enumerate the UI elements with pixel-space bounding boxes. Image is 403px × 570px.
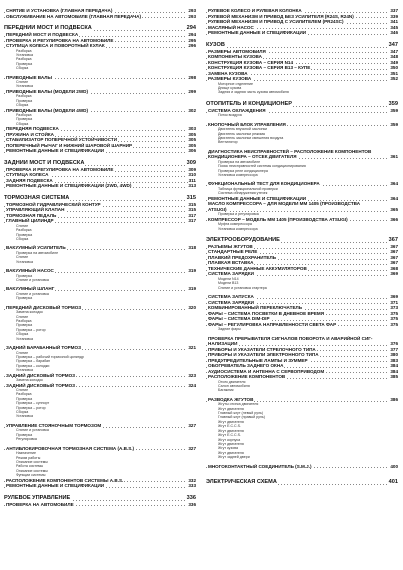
toc-page-number: 367 [390, 249, 398, 255]
toc-page-number: 294 [188, 32, 196, 37]
toc-page-number: 348 [390, 54, 398, 59]
toc-page-number: 319 [188, 286, 196, 292]
toc-entry-title: Проверка [16, 117, 33, 122]
toc-page-number: 375 [390, 310, 398, 316]
toc-subitem [4, 296, 196, 300]
toc-page-number: 366 [390, 216, 398, 222]
toc-entry-title: Разборка [16, 228, 32, 233]
toc-page-number: 303 [188, 126, 196, 132]
toc-subitem [206, 286, 398, 290]
toc-page-number: 336 [188, 501, 196, 507]
toc-entry-title: ЭЛЕКТРИЧЕСКАЯ СХЕМА [206, 479, 277, 486]
toc-entry-title: КУЗОВ [206, 41, 225, 48]
toc-page-number: 380 [390, 352, 398, 358]
toc-entry-title: Главный жгут (правый руль) [218, 415, 265, 420]
toc-page-number: 349 [390, 59, 398, 65]
toc-entry-title: ЭЛЕКТРООБОРУДОВАНИЕ [206, 236, 280, 243]
toc-entry-title: Снятие и установка [16, 428, 49, 433]
toc-page-number: 345 [390, 24, 398, 30]
toc-subitem [4, 237, 196, 241]
toc-entry-title: Проверка и регулировка [218, 212, 259, 217]
toc-entry-title: РАЗМЕРЫ АВТОМОБИЛЯ [208, 48, 266, 54]
toc-entry-title: СНЯТИЕ И УСТАНОВКА (ГЛАВНАЯ ПЕРЕДАЧА) [6, 8, 113, 13]
toc-entry-title: Проверка [16, 296, 33, 301]
toc-page-number: 324 [188, 382, 196, 388]
toc-entry-title: Сборка [16, 410, 29, 415]
toc-page-number: 371 [390, 299, 398, 305]
toc-entry-title: Жгуты отсека двигателя [218, 402, 259, 407]
toc-page-number: 310 [188, 172, 196, 178]
toc-entry-title: СТАБИЛИЗАТОР ПОПЕРЕЧНОЙ УСТОЙЧИВОСТИ [6, 137, 118, 143]
toc-entry-title: Жгут двигателя [218, 450, 244, 455]
toc-entry-title: МНОГОКОНТАКТНЫЙ СОЕДИНИТЕЛЬ (S.M.J.) [208, 463, 312, 469]
toc-entry-title: ТЕХНИЧЕСКИЕ ДАННЫЕ АККУМУЛЯТОРОВ [208, 265, 307, 271]
toc-entry-title: РЕМОНТНЫЕ ДАННЫЕ И СПЕЦИФИКАЦИИ (2WD, 4WD) [6, 183, 132, 189]
toc-page-number: 364 [390, 195, 398, 201]
toc-entry-title: ATSUGI) [208, 206, 227, 212]
toc-entry-title: Сборка [16, 332, 29, 337]
toc-entry-title: Модели N14 [218, 276, 239, 281]
toc-entry-title: ЗАДНИЙ БАРАБАННЫЙ ТОРМОЗ [6, 345, 81, 351]
toc-entry-title: Жгут E.C.C.S. [218, 433, 242, 438]
toc-page-number: 327 [188, 445, 196, 451]
toc-entry-title: СТАНДАРТНЫЕ РЕЛЕ [208, 249, 258, 255]
toc-entry-title: ПРИБОРЫ И УКАЗАТЕЛИ СТРЕЛОЧНОГО ТИПА [208, 346, 316, 352]
toc-entry-title: Жгут кузова [218, 446, 238, 451]
toc-entry-title: РУЛЕВОЙ МЕХАНИЗМ И ПРИВОД С УСИЛИТЕЛЕМ (PR24SC) [208, 19, 344, 24]
toc-page-number: 352 [390, 76, 398, 81]
toc-entry-title: РУЛЕВОЕ КОЛЕСО И РУЛЕВАЯ КОЛОНКА [208, 8, 302, 13]
toc-entry-title: Разборка [16, 94, 32, 99]
toc-section-heading [4, 25, 196, 32]
toc-entry-title: ПЕРЕДНИЙ МОСТ И ПОДВЕСКА [4, 25, 92, 31]
toc-item [4, 148, 196, 154]
toc-page-number: 293 [188, 13, 196, 19]
toc-subitem [206, 173, 398, 177]
toc-page-number: 369 [390, 294, 398, 300]
toc-entry-title: ФАРЫ – СИСТЕМА ПОСВЕТКИ В ДНЕВНОЕ ВРЕМЯ [208, 310, 325, 316]
toc-page-number: 351 [390, 70, 398, 76]
toc-item [4, 483, 196, 489]
toc-page-number: 293 [188, 8, 196, 13]
toc-entry-title: Двигатель заслонки смешения воздуха [218, 135, 284, 140]
toc-entry-title: Разборка [16, 392, 32, 397]
toc-page-number: 341 [390, 19, 398, 24]
toc-entry-title: КОНСТРУКЦИЯ КУЗОВА – СЕРИЯ N14 [208, 59, 294, 65]
toc-entry-title: Замена колодок [16, 378, 43, 383]
toc-entry-title: ФАРЫ – РЕГУЛИРОВКА НАПРАВЛЕННОСТИ СВЕТА ФАР [208, 321, 337, 327]
toc-entry-title: Жгут двигателя [218, 428, 244, 433]
toc-entry-title: Разборка [16, 48, 32, 53]
toc-entry-title: Поток воздуха [218, 113, 242, 118]
toc-page-number: 377 [390, 346, 398, 352]
toc-entry-title: Замена колодок [16, 310, 43, 315]
toc-page-number: 309 [186, 159, 196, 166]
toc-entry-title: Проверка [16, 432, 33, 437]
toc-entry-title: Проверка – колодки [16, 363, 50, 368]
toc-page-number: 350 [390, 65, 398, 70]
toc-entry-title: ЗАДНИЙ МОСТ И ПОДВЕСКА [4, 159, 85, 166]
toc-section-heading [4, 160, 196, 167]
toc-entry-title: ПРОВЕРКА И РЕГУЛИРОВКА НА АВТОМОБИЛЕ [6, 37, 114, 43]
toc-entry-title: Установка компрессора [218, 226, 258, 231]
toc-entry-title: КОНДИЦИОНЕРА – ОТСЕК ДВИГАТЕЛЯ [208, 154, 297, 160]
toc-entry-title: ФАРЫ – СИСТЕМА DIM-DIP [208, 316, 270, 322]
toc-page-number: 305 [188, 137, 196, 143]
toc-page-number: 375 [390, 316, 398, 322]
toc-column-right [206, 8, 398, 486]
toc-entry-title: АНТИБЛОКИРОВОЧНАЯ ТОРМОЗНАЯ СИСТЕМА (A.B.S.) [6, 445, 135, 451]
toc-entry-title: КНОПОЧНЫЙ БЛОК УПРАВЛЕНИЯ [208, 121, 286, 127]
toc-entry-title: Регулировка [16, 437, 37, 442]
toc-entry-title: ОБСЛУЖИВАНИЕ НА АВТОМОБИЛЕ (ГЛАВНАЯ ПЕРЕДАЧА) [6, 13, 142, 19]
toc-entry-title: РЕМОНТНЫЕ ДАННЫЕ И СПЕЦИФИКАЦИИ [208, 195, 307, 201]
toc-entry-title: ПРИВОДНЫЕ ВАЛЫ (МОДЕЛИ 2WD) [6, 88, 89, 94]
toc-entry-title: Салон автомобиля [218, 383, 250, 388]
toc-entry-title: Жгут двигателя [218, 419, 244, 424]
toc-page-number: 376 [390, 341, 398, 347]
toc-page-number: 339 [390, 13, 398, 19]
toc-entry-title: Проверка [16, 323, 33, 328]
toc-entry-title: РЕМОНТНЫЕ ДАННЫЕ И СПЕЦИФИКАЦИИ [208, 30, 307, 35]
toc-entry-title: СТУПИЦА КОЛЕСА И ПОВОРОТНЫЙ КУЛАК [6, 43, 105, 48]
toc-item [4, 502, 196, 508]
toc-page-number: 323 [188, 372, 196, 378]
toc-subitem [206, 227, 398, 231]
toc-entry-title: Проверка – ротор [16, 327, 46, 332]
toc-entry-title: Проверка на автомобиле [16, 250, 59, 255]
toc-entry-title: СИСТЕМА ОХЛАЖДЕНИЯ [208, 107, 266, 113]
toc-entry-title: РАЗЪЕМЫ ЖГУТОВ [208, 243, 253, 249]
toc-entry-title: Сборка [16, 103, 29, 108]
toc-page-number: 384 [390, 363, 398, 369]
toc-entry-title: ПРОВЕРКА ПРЕРЫВАТЕЛЯ СИГНАЛОВ ПОВОРОТА И АВАРИЙНОЙ СИГ- [208, 335, 373, 341]
toc-entry-title: Жгут двигателя [218, 441, 244, 446]
toc-page-number: 400 [390, 463, 398, 469]
toc-entry-title: ПЕРЕДНИЙ МОСТ И ПОДВЕСКА [6, 32, 79, 37]
toc-page-number: 332 [188, 477, 196, 483]
toc-page-number: 321 [188, 345, 196, 351]
toc-page-number: 327 [188, 422, 196, 428]
toc-page-number: 359 [388, 100, 398, 107]
toc-entry-title: ПЛАВКАЯ ВСТАВКА [208, 260, 254, 266]
toc-entry-title: РЕМОНТНЫЕ ДАННЫЕ И СПЕЦИФИКАЦИИ [6, 148, 105, 154]
toc-subitem [206, 388, 398, 392]
toc-entry-title: ПРЕДУПРЕДИТЕЛЬНЫЕ ЛАМПЫ И ЗУММЕР [208, 357, 308, 363]
toc-page-number: 294 [186, 25, 196, 31]
toc-entry-title: ГЛАВНЫЙ ЦИЛИНДР [6, 218, 54, 224]
toc-entry-title: ПРИБОРЫ И УКАЗАТЕЛИ ЭЛЕКТРОННОГО ТИПА [208, 352, 319, 358]
toc-page-number: 375 [390, 321, 398, 327]
toc-page-number: 320 [188, 304, 196, 310]
toc-entry-title: Разборка [16, 113, 32, 118]
toc-column-left [4, 8, 196, 507]
toc-entry-title: Муфта компрессора [218, 222, 252, 227]
toc-page-number: 347 [390, 48, 398, 54]
toc-entry-title: ПРУЖИНА И СТОЙКА [6, 131, 54, 137]
toc-entry-title: КОМПРЕССОР – МОДЕЛЬ ММ 1405 (ПРОИЗВОДСТВА ATSUGI) [208, 216, 348, 222]
toc-item [206, 30, 398, 36]
toc-page-number: 369 [390, 271, 398, 277]
toc-entry-title: Установка [16, 368, 33, 373]
toc-entry-title: Проверка [16, 396, 33, 401]
toc-entry-title: ПРОВЕРКА И РЕГУЛИРОВКА НА АВТОМОБИЛЕ [6, 166, 114, 172]
toc-page-number: 305 [188, 131, 196, 137]
toc-page-number: 384 [390, 368, 398, 374]
toc-entry-title: РАЗВОДКА ЖГУТОВ [208, 396, 254, 402]
toc-entry-title: Установка [16, 336, 33, 341]
toc-page-number: 373 [390, 305, 398, 311]
toc-entry-title: ПЕРЕДНЯЯ ПОДВЕСКА [6, 126, 59, 132]
toc-entry-title: ПРИВОДНЫЕ ВАЛЫ [6, 74, 52, 80]
toc-entry-title: НАЛИЗАЦИИ [208, 341, 238, 347]
toc-entry-title: ВАКУУМНЫЙ ШЛАНГ [6, 286, 55, 292]
toc-entry-title: РАСПОЛОЖЕНИЕ КОМПОНЕНТОВ [208, 374, 286, 380]
toc-entry-title: Задние фары [218, 327, 241, 332]
toc-subitem [206, 90, 398, 94]
toc-entry-title: ПРИВОДНЫЕ ВАЛЫ (МОДЕЛИ 4WD) [6, 107, 89, 113]
toc-entry-title: РЕМОНТНЫЕ ДАННЫЕ И СПЕЦИФИКАЦИИ [6, 483, 105, 489]
toc-entry-title: ТОРМОЗНАЯ ПЕДАЛЬ [6, 212, 57, 218]
toc-entry-title: Описание системы [16, 468, 48, 473]
toc-entry-title: Проверка – ротор [16, 405, 46, 410]
toc-entry-title: УПРАВЛЯЮЩИЙ КЛАПАН [6, 207, 65, 213]
toc-page-number: 364 [390, 181, 398, 187]
toc-page-number: 359 [390, 121, 398, 127]
toc-entry-title: Снятие [16, 350, 29, 355]
toc-section-heading [4, 495, 196, 502]
toc-page-number: 367 [390, 254, 398, 260]
toc-page-number: 365 [390, 206, 398, 212]
toc-page-number: 337 [390, 8, 398, 13]
toc-subitem [4, 278, 196, 282]
toc-item [4, 183, 196, 189]
toc-page-number: 299 [188, 88, 196, 94]
toc-entry-title: МАСЛЯНЫЙ НАСОС [208, 24, 254, 30]
toc-entry-title: Снятие и установка [16, 291, 49, 296]
toc-item [4, 14, 196, 20]
toc-entry-title: Задняя и задняя часть кузова автомобиля [218, 90, 289, 95]
toc-entry-title: ПЕРЕДНИЙ ДИСКОВЫЙ ТОРМОЗ [6, 304, 82, 310]
toc-page-number: 336 [186, 494, 196, 501]
toc-page-number: 386 [390, 396, 398, 402]
toc-page-number: 367 [388, 236, 398, 243]
toc-entry-title: Система обнаружения утечек [218, 191, 268, 196]
toc-entry-title: ВАКУУМНЫЙ УСИЛИТЕЛЬ [6, 245, 66, 251]
toc-entry-title: РАЗМЕРЫ КУЗОВА [208, 76, 252, 81]
toc-entry-title: Проверка – барабан [16, 359, 51, 364]
toc-entry-title: ТОРМОЗНАЯ СИСТЕМА [4, 194, 70, 201]
toc-entry-title: РАСПОЛОЖЕНИЕ КОМПОНЕНТОВ СИСТЕМЫ A.B.S. [6, 477, 124, 483]
toc-page-number: 295 [188, 37, 196, 43]
toc-entry-title: Проверка [16, 273, 33, 278]
toc-entry-title: Снятие [16, 80, 29, 85]
toc-entry-title: Отсек двигателя [218, 379, 246, 384]
toc-entry-title: Жгут E.C.C.S. [218, 424, 242, 429]
toc-page-number: 368 [390, 265, 398, 271]
toc-subitem [4, 337, 196, 341]
toc-entry-title: ПЛАВКИЙ ПРЕДОХРАНИТЕЛЬ [208, 254, 276, 260]
toc-page-number: 296 [188, 43, 196, 48]
toc-entry-title: Снятие и установка стартера [218, 285, 267, 290]
toc-entry-title: Работа системы [16, 464, 44, 469]
toc-entry-title: СТУПИЦА КОЛЕСА [6, 172, 49, 178]
toc-page-number: 318 [188, 245, 196, 251]
toc-entry-title: Режим работы [16, 455, 41, 460]
toc-page-number: 319 [188, 268, 196, 274]
toc-entry-title: КОМПОНЕНТЫ КУЗОВА [208, 54, 262, 59]
toc-entry-title: Снятие [16, 388, 29, 393]
toc-entry-title: Установка [16, 84, 33, 89]
toc-page-number: 367 [390, 243, 398, 249]
toc-entry-title: Днище кузова [218, 85, 242, 90]
toc-entry-title: Жгут задней двери [218, 455, 250, 460]
toc-page-number: 333 [188, 483, 196, 489]
toc-page-number: 311 [188, 177, 196, 183]
toc-subitem [206, 140, 398, 144]
toc-subitem [4, 414, 196, 418]
toc-entry-title: ПРОВЕРКА НА АВТОМОБИЛЕ [6, 501, 74, 507]
toc-page-number: 315 [188, 207, 196, 213]
toc-page-number: 385 [390, 374, 398, 380]
toc-page-number: 315 [188, 201, 196, 207]
toc-page-number: 313 [188, 183, 196, 189]
toc-entry-title: Назначение [16, 451, 36, 456]
toc-entry-title: Описание системы [16, 459, 48, 464]
toc-entry-title: Таблица функциональной проверки [218, 186, 278, 191]
toc-entry-title: Моторное отделение [218, 81, 254, 86]
toc-entry-title: Проверка на автомобиле [218, 159, 261, 164]
toc-entry-title: Проверка реле кондиционера [218, 168, 268, 173]
toc-entry-title: Разборка [16, 57, 32, 62]
toc-entry-title: Снятие и установка [16, 278, 49, 283]
toc-entry-title: МАСЛО КОМПРЕССОРА – ДЛЯ МОДЕЛИ ММ 1405 (ПРОИЗВОДСТВА [208, 201, 361, 207]
toc-page-number: 315 [186, 194, 196, 201]
toc-subitem [206, 455, 398, 459]
toc-entry-title: ЗАДНЯЯ ПОДВЕСКА [6, 177, 53, 183]
toc-page-number: 309 [188, 166, 196, 172]
toc-page-number: 401 [388, 479, 398, 486]
toc-entry-title: КОНСТРУКЦИЯ КУЗОВА – СЕРИЯ B13 – КУПЕ [208, 65, 311, 70]
toc-page-number: 306 [188, 148, 196, 154]
toc-page-number: 383 [390, 357, 398, 363]
toc-entry-title: КОМБИНИРОВАННЫЙ ПЕРЕКЛЮЧАТЕЛЬ [208, 305, 303, 311]
toc-entry-title: ЗАДНИЙ ДИСКОВЫЙ ТОРМОЗ [6, 382, 76, 388]
toc-entry-title: Проверка [16, 232, 33, 237]
toc-entry-title: Снятие [16, 255, 29, 260]
toc-entry-title: УПРАВЛЕНИЕ СТОЯНОЧНЫМ ТОРМОЗОМ [6, 422, 102, 428]
toc-entry-title: РУЛЕВОЙ МЕХАНИЗМ И ПРИВОД БЕЗ УСИЛИТЕЛЯ (R24S, R24N) [208, 13, 354, 19]
toc-subitem [206, 113, 398, 117]
toc-page-number: 302 [188, 107, 196, 113]
toc-entry-title: Сборка [16, 237, 29, 241]
toc-entry-title: ДИАГНОСТИКА НЕИСПРАВНОСТЕЙ – РАСПОЛОЖЕНИЕ КОМПОНЕНТОВ [208, 148, 372, 154]
toc-entry-title: Двигатель впускной заслонки [218, 127, 268, 132]
toc-subitem [4, 260, 196, 264]
toc-entry-title: СИСТЕМА ЗАРЯДКИ [208, 299, 254, 305]
toc-entry-title: ЗАДНИЙ ДИСКОВЫЙ ТОРМОЗ [6, 372, 76, 378]
toc-entry-title: Сборка [16, 66, 29, 71]
toc-page-number: 298 [188, 74, 196, 80]
toc-page-number: 317 [188, 218, 196, 224]
toc-entry-title: Жгут двигателя [218, 406, 244, 411]
toc-section-heading [206, 237, 398, 244]
toc-section-heading [206, 479, 398, 486]
toc-entry-title: Проверка [16, 61, 33, 66]
toc-subitem [4, 66, 196, 70]
toc-page-number: 347 [388, 41, 398, 48]
toc-page-number: 361 [390, 154, 398, 160]
toc-entry-title: Модели B13 [218, 281, 239, 286]
toc-entry-title: Установка [16, 52, 33, 57]
toc-page-number: 305 [188, 142, 196, 148]
toc-entry-title: Снятие [16, 314, 29, 319]
toc-subitem [206, 327, 398, 331]
toc-entry-title: Установка компрессора [218, 172, 258, 177]
toc-page-number: 359 [390, 107, 398, 113]
toc-entry-title: ВАКУУМНЫЙ НАСОС [6, 268, 54, 274]
toc-entry-title: Сборка [16, 121, 29, 126]
toc-entry-title: ОТОПИТЕЛЬ И КОНДИЦИОНЕР [206, 100, 293, 107]
toc-subitem [4, 437, 196, 441]
toc-entry-title: Багажник [218, 388, 234, 393]
toc-section-heading [206, 42, 398, 49]
toc-entry-title: Двигатель заслонки режима [218, 131, 265, 136]
toc-entry-title: Установка [16, 259, 33, 264]
toc-page-number: 317 [188, 212, 196, 218]
toc-entry-title: ФУНКЦИОНАЛЬНЫЙ ТЕСТ ДЛЯ КОНДИЦИОНЕРА [208, 181, 320, 187]
toc-entry-title: Жгут корпуса [218, 437, 241, 442]
toc-section-heading [4, 195, 196, 202]
toc-entry-title: РУЛЕВОЕ УПРАВЛЕНИЕ [4, 494, 71, 501]
toc-entry-title: Функции системы [16, 473, 46, 478]
toc-entry-title: ОБОГРЕВАТЕЛЬ ЗАДНЕГО ОКНА [208, 363, 284, 369]
toc-entry-title: Проверка [16, 98, 33, 103]
toc-section-heading [206, 101, 398, 108]
toc-entry-title: ТОРМОЗНОЙ ГИДРАВЛИЧЕСКИЙ КОНТУР [6, 201, 101, 207]
toc-entry-title: СИСТЕМА ЗАРЯДКИ [208, 271, 254, 277]
toc-item [206, 464, 398, 470]
toc-page-number: 367 [390, 260, 398, 266]
toc-entry-title: АУДИОСИСТЕМА И АНТЕННА С СЕРВОПРИВОДОМ [208, 368, 325, 374]
toc-entry-title: Поиск неисправностей системы кондиционирования [218, 164, 306, 169]
toc-entry-title: Проверка – рабочий тормозной цилиндр [16, 355, 84, 359]
toc-entry-title: Главный жгут (левый руль) [218, 411, 264, 416]
toc-page-number: 346 [390, 30, 398, 35]
toc-entry-title: Установка [16, 414, 33, 419]
toc-entry-title: СИСТЕМА ЗАПУСКА [208, 294, 254, 300]
toc-entry-title: Снятие [16, 223, 29, 228]
toc-entry-title: Вентилятор [218, 140, 238, 145]
toc-entry-title: Проверка – суппорт [16, 401, 50, 406]
toc-entry-title: Разборка [16, 319, 32, 324]
toc-entry-title: ПОПЕРЕЧНЫЙ РЫЧАГ И НИЖНИЙ ШАРОВОЙ ШАРНИР [6, 142, 133, 148]
toc-entry-title: ЗАМЕНА КУЗОВА [208, 70, 248, 76]
